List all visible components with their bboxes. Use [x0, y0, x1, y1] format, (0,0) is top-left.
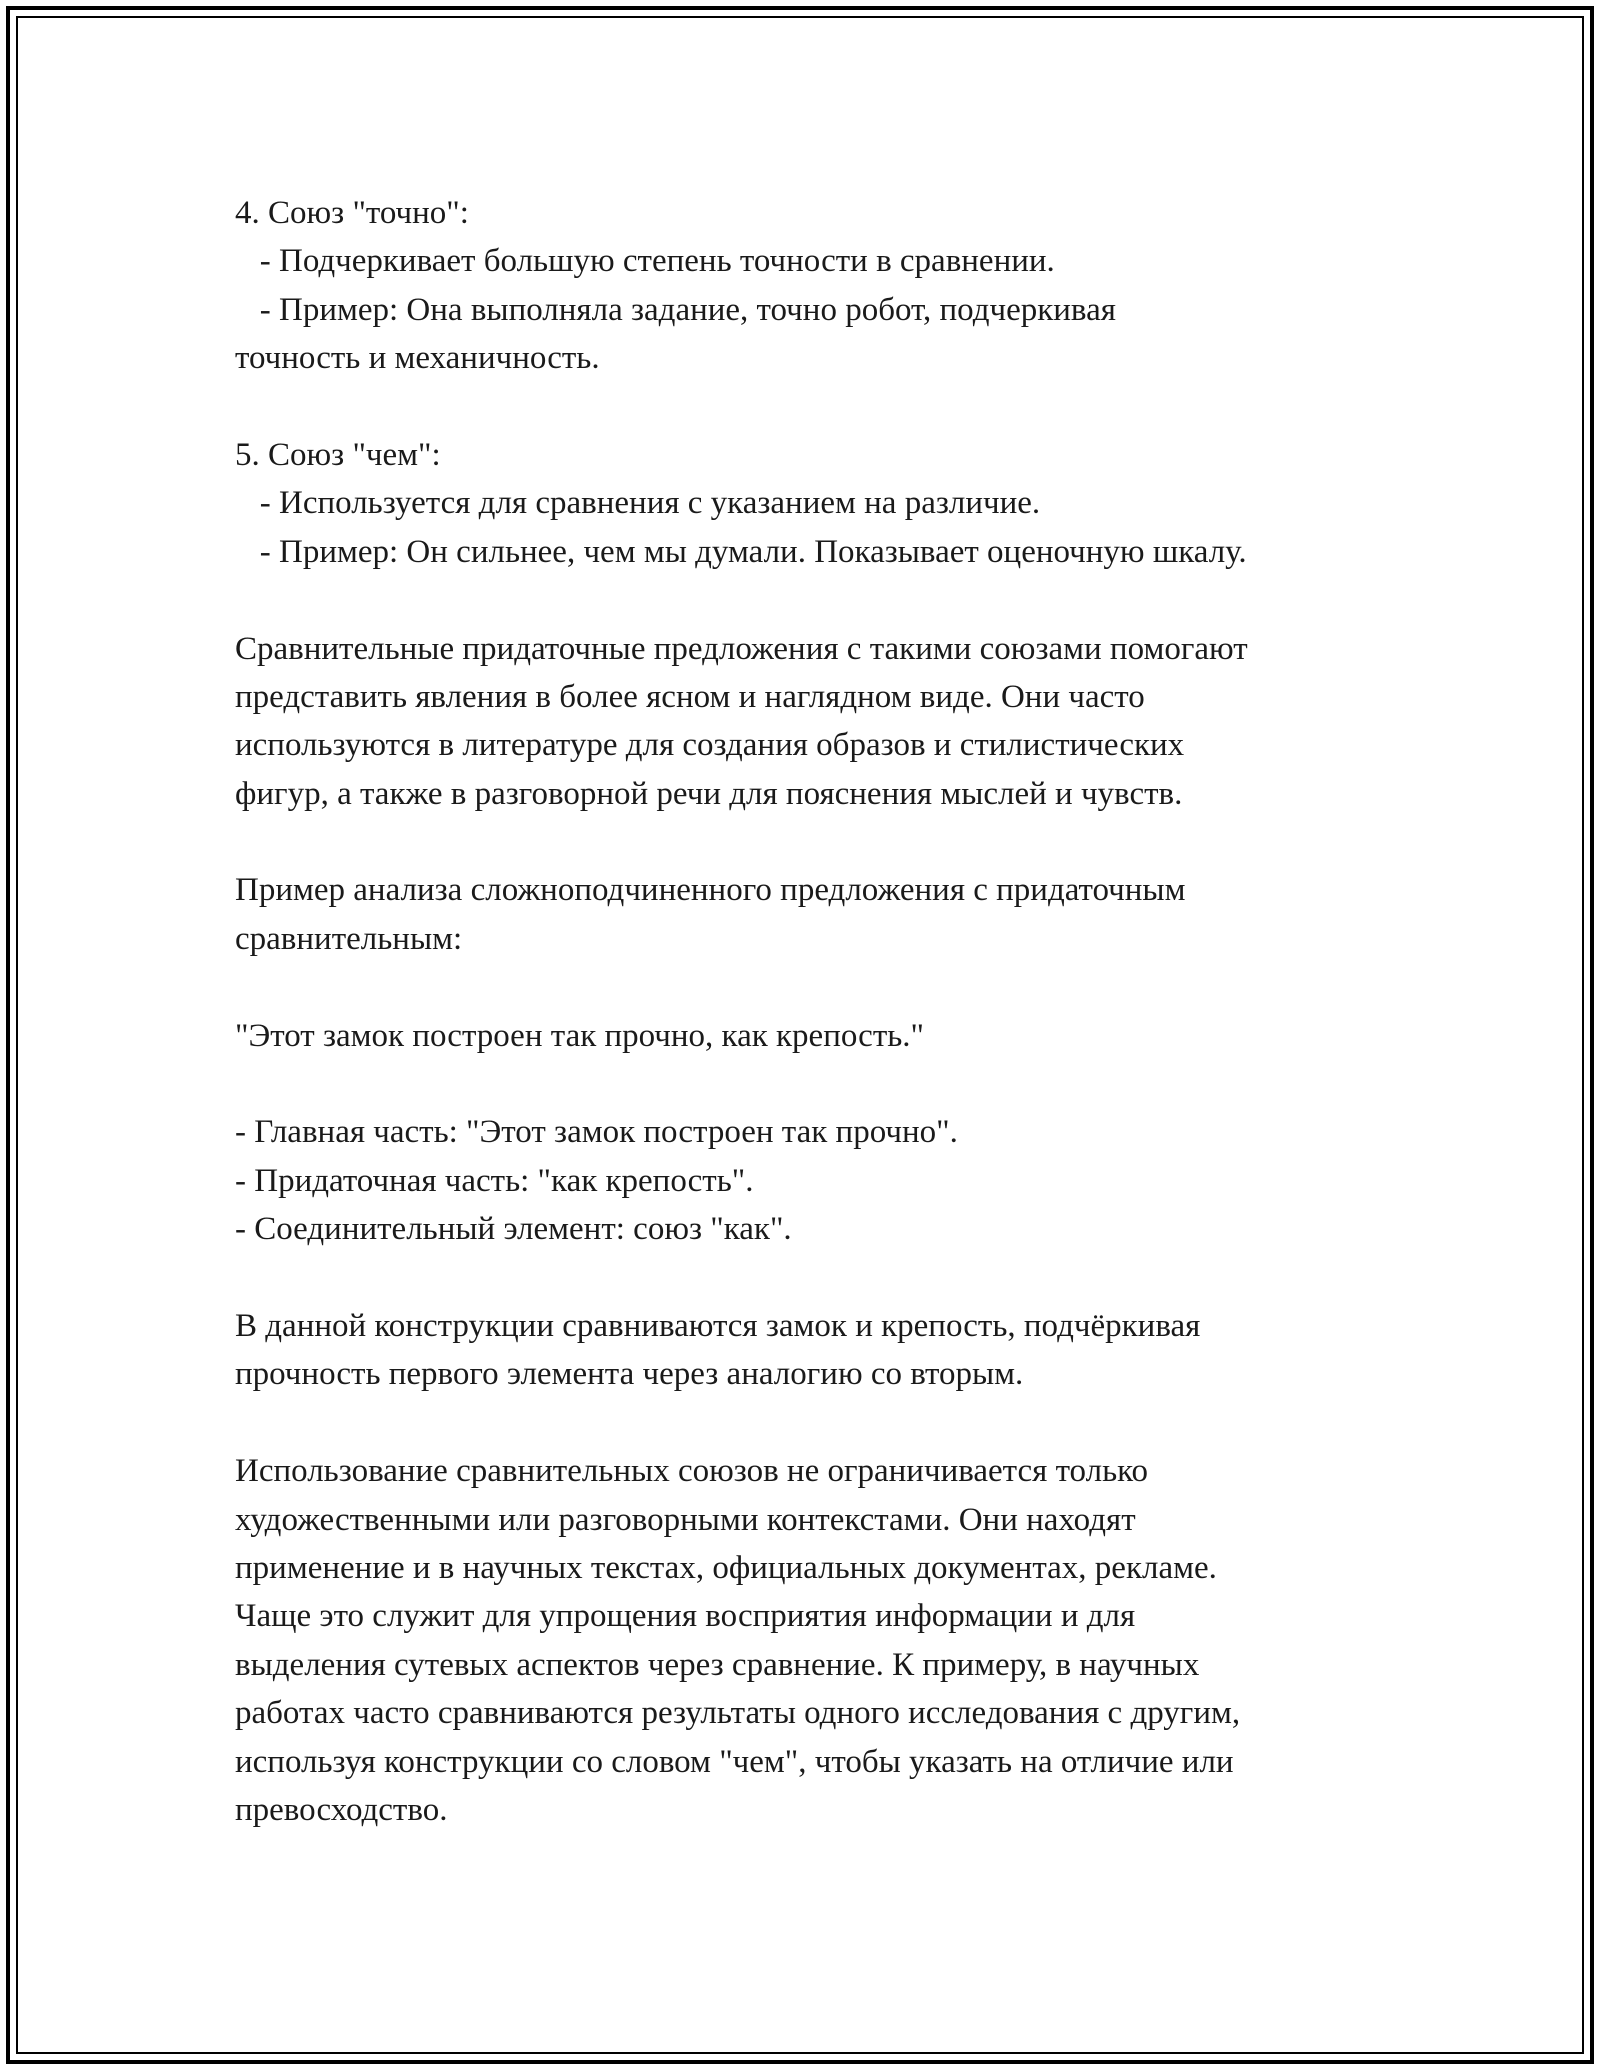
text-line: представить явления в более ясном и наглядном виде. Они часто [235, 678, 1145, 715]
text-line: прочность первого элемента через аналогию со вторым. [235, 1356, 1024, 1393]
text-line: используя конструкции со словом "чем", чтобы указать на отличие или [235, 1743, 1234, 1780]
text-line: - Пример: Он сильнее, чем мы думали. Показывает оценочную шкалу. [235, 533, 1247, 570]
text-line: - Подчеркивает большую степень точности в сравнении. [235, 243, 1055, 280]
text-line: применение и в научных текстах, официальных документах, рекламе. [235, 1549, 1217, 1586]
text-line: - Пример: Она выполняла задание, точно робот, подчеркивая [235, 291, 1116, 328]
text-line: В данной конструкции сравниваются замок и крепость, подчёркивая [235, 1307, 1201, 1344]
text-line: 4. Союз "точно": [235, 195, 469, 231]
text-line: художественными или разговорными контекстами. Они находят [235, 1501, 1136, 1538]
text-line: - Придаточная часть: "как крепость". [235, 1162, 754, 1199]
text-line: выделения сутевых аспектов через сравнение. К примеру, в научных [235, 1646, 1200, 1683]
blank-line [235, 1060, 1395, 1108]
text-line: - Используется для сравнения с указанием на различие. [235, 485, 1041, 522]
text-line: используются в литературе для создания образов и стилистических [235, 727, 1185, 764]
blank-line [235, 818, 1395, 866]
blank-line [235, 963, 1395, 1011]
text-line: работах часто сравниваются результаты одного исследования с другим, [235, 1695, 1241, 1732]
text-line: Использование сравнительных союзов не ограничивается только [235, 1453, 1148, 1490]
blank-line [235, 383, 1395, 431]
blank-line [235, 1254, 1395, 1302]
blank-line [235, 576, 1395, 624]
blank-line [235, 1399, 1395, 1447]
text-line: фигур, а также в разговорной речи для пояснения мыслей и чувств. [235, 775, 1183, 812]
text-line: превосходство. [235, 1791, 448, 1828]
example-sentence: "Этот замок построен так прочно, как крепость." [235, 1017, 925, 1054]
text-line: - Главная часть: "Этот замок построен так прочно". [235, 1114, 958, 1151]
text-line: - Соединительный элемент: союз "как". [235, 1211, 792, 1248]
document-body [235, 189, 1395, 1834]
text-line: Пример анализа сложноподчиненного предложения с придаточным [235, 872, 1186, 909]
text-line: Чаще это служит для упрощения восприятия информации и для [235, 1598, 1136, 1635]
text-line: сравнительным: [235, 920, 463, 957]
text-line: точность и механичность. [235, 340, 600, 377]
text-line: Сравнительные придаточные предложения с такими союзами помогают [235, 630, 1248, 667]
text-line: 5. Союз "чем": [235, 436, 441, 473]
